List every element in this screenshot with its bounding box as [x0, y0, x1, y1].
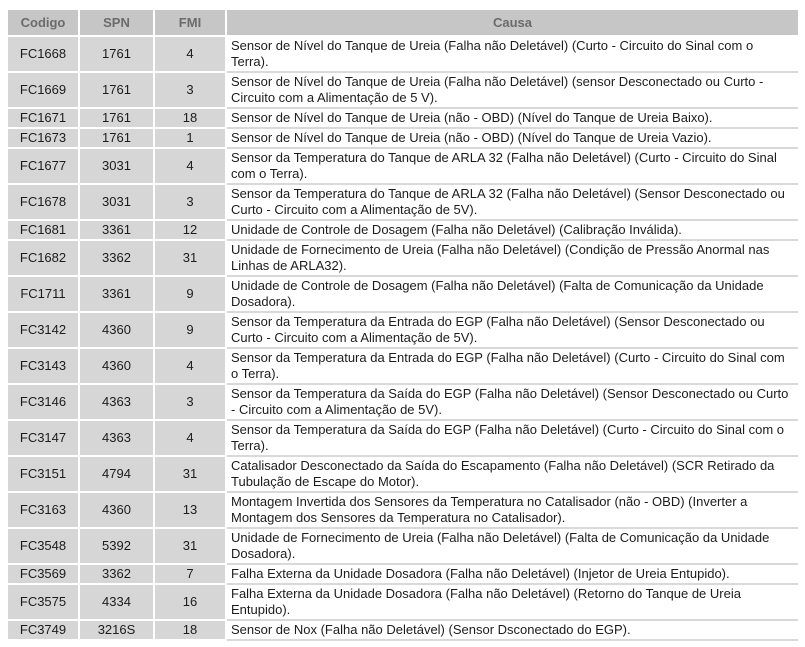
cell-codigo: FC1677	[8, 149, 80, 185]
cell-spn: 3216S	[80, 621, 155, 641]
cell-codigo: FC1681	[8, 221, 80, 241]
cell-spn: 3362	[80, 241, 155, 277]
cell-fmi: 4	[155, 37, 227, 73]
cell-spn: 1761	[80, 73, 155, 109]
cell-spn: 1761	[80, 109, 155, 129]
table-row	[8, 129, 798, 149]
cell-codigo: FC3146	[8, 385, 80, 421]
cell-causa: Unidade de Controle de Dosagem (Falha não Deletável) (Calibração Inválida).	[227, 221, 798, 241]
cell-causa: Sensor de Nox (Falha não Deletável) (Sensor Dsconectado do EGP).	[227, 621, 798, 641]
cell-fmi: 4	[155, 421, 227, 457]
cell-spn: 4363	[80, 421, 155, 457]
cell-causa: Catalisador Desconectado da Saída do Escapamento (Falha não Deletável) (SCR Retirado da Tubulação de Escape do Motor).	[227, 457, 798, 493]
header-codigo: Codigo	[8, 10, 80, 37]
cell-codigo: FC3575	[8, 585, 80, 621]
table-row	[8, 37, 798, 73]
cell-spn: 3361	[80, 221, 155, 241]
cell-codigo: FC1678	[8, 185, 80, 221]
cell-spn: 4360	[80, 313, 155, 349]
table-row	[8, 241, 798, 277]
cell-codigo: FC1711	[8, 277, 80, 313]
cell-spn: 3362	[80, 565, 155, 585]
cell-spn: 1761	[80, 129, 155, 149]
cell-causa: Sensor de Nível do Tanque de Ureia (Falha não Deletável) (Curto - Circuito do Sinal com o Terra).	[227, 37, 798, 73]
cell-fmi: 31	[155, 241, 227, 277]
cell-spn: 4360	[80, 349, 155, 385]
cell-fmi: 1	[155, 129, 227, 149]
cell-fmi: 18	[155, 621, 227, 641]
cell-codigo: FC1682	[8, 241, 80, 277]
cell-fmi: 18	[155, 109, 227, 129]
cell-codigo: FC3142	[8, 313, 80, 349]
cell-codigo: FC3163	[8, 493, 80, 529]
cell-codigo: FC3143	[8, 349, 80, 385]
table-row	[8, 349, 798, 385]
table-row	[8, 493, 798, 529]
table-row	[8, 385, 798, 421]
cell-spn: 3031	[80, 185, 155, 221]
cell-codigo: FC3749	[8, 621, 80, 641]
header-spn: SPN	[80, 10, 155, 37]
cell-fmi: 31	[155, 529, 227, 565]
table-row	[8, 221, 798, 241]
cell-spn: 4794	[80, 457, 155, 493]
cell-fmi: 13	[155, 493, 227, 529]
cell-codigo: FC1673	[8, 129, 80, 149]
cell-codigo: FC3569	[8, 565, 80, 585]
cell-causa: Unidade de Controle de Dosagem (Falha não Deletável) (Falta de Comunicação da Unidade Dosadora).	[227, 277, 798, 313]
cell-codigo: FC3151	[8, 457, 80, 493]
table-row	[8, 109, 798, 129]
cell-spn: 4334	[80, 585, 155, 621]
cell-causa: Unidade de Fornecimento de Ureia (Falha não Deletável) (Condição de Pressão Anormal nas Linhas de ARLA32).	[227, 241, 798, 277]
cell-causa: Sensor de Nível do Tanque de Ureia (não - OBD) (Nível do Tanque de Ureia Baixo).	[227, 109, 798, 129]
fault-code-table	[8, 10, 798, 641]
cell-codigo: FC3548	[8, 529, 80, 565]
cell-causa: Sensor de Nível do Tanque de Ureia (não - OBD) (Nível do Tanque de Ureia Vazio).	[227, 129, 798, 149]
table-row	[8, 185, 798, 221]
cell-causa: Unidade de Fornecimento de Ureia (Falha não Deletável) (Falta de Comunicação da Unidade Dosadora).	[227, 529, 798, 565]
cell-causa: Sensor da Temperatura do Tanque de ARLA 32 (Falha não Deletável) (Curto - Circuito do Sinal com o Terra).	[227, 149, 798, 185]
table-row	[8, 313, 798, 349]
cell-spn: 4363	[80, 385, 155, 421]
table-row	[8, 149, 798, 185]
cell-causa: Falha Externa da Unidade Dosadora (Falha não Deletável) (Injetor de Ureia Entupido).	[227, 565, 798, 585]
cell-causa: Sensor da Temperatura da Saída do EGP (Falha não Deletável) (Curto - Circuito do Sinal com o Terra).	[227, 421, 798, 457]
cell-fmi: 9	[155, 277, 227, 313]
table-row	[8, 277, 798, 313]
cell-spn: 3031	[80, 149, 155, 185]
cell-spn: 1761	[80, 37, 155, 73]
table-header	[8, 10, 798, 37]
cell-spn: 4360	[80, 493, 155, 529]
cell-fmi: 3	[155, 73, 227, 109]
cell-fmi: 3	[155, 185, 227, 221]
cell-fmi: 16	[155, 585, 227, 621]
cell-causa: Sensor de Nível do Tanque de Ureia (Falha não Deletável) (sensor Desconectado ou Curto - Circuito com a Alimentação de 5 V).	[227, 73, 798, 109]
header-row	[8, 10, 798, 37]
cell-fmi: 31	[155, 457, 227, 493]
table-row	[8, 621, 798, 641]
cell-codigo: FC1671	[8, 109, 80, 129]
cell-spn: 5392	[80, 529, 155, 565]
cell-fmi: 4	[155, 149, 227, 185]
cell-causa: Sensor da Temperatura do Tanque de ARLA 32 (Falha não Deletável) (Sensor Desconectado ou Curto - Circuito com a Alimentação de 5V).	[227, 185, 798, 221]
cell-codigo: FC3147	[8, 421, 80, 457]
cell-causa: Sensor da Temperatura da Entrada do EGP (Falha não Deletável) (Curto - Circuito do Sinal com o Terra).	[227, 349, 798, 385]
table-row	[8, 421, 798, 457]
cell-fmi: 9	[155, 313, 227, 349]
cell-causa: Montagem Invertida dos Sensores da Temperatura no Catalisador (não - OBD) (Inverter a Montagem dos Sensores da Temperatura no Catalisador).	[227, 493, 798, 529]
cell-fmi: 12	[155, 221, 227, 241]
cell-codigo: FC1668	[8, 37, 80, 73]
cell-causa: Sensor da Temperatura da Entrada do EGP (Falha não Deletável) (Sensor Desconectado ou Curto - Circuito com a Alimentação de 5V).	[227, 313, 798, 349]
table-row	[8, 529, 798, 565]
cell-causa: Falha Externa da Unidade Dosadora (Falha não Deletável) (Retorno do Tanque de Ureia Entupido).	[227, 585, 798, 621]
cell-fmi: 7	[155, 565, 227, 585]
cell-fmi: 4	[155, 349, 227, 385]
table-row	[8, 565, 798, 585]
table-row	[8, 457, 798, 493]
header-causa: Causa	[227, 10, 798, 37]
header-fmi: FMI	[155, 10, 227, 37]
cell-causa: Sensor da Temperatura da Saída do EGP (Falha não Deletável) (Sensor Desconectado ou Curto - Circuito com a Alimentação de 5V).	[227, 385, 798, 421]
cell-fmi: 3	[155, 385, 227, 421]
cell-spn: 3361	[80, 277, 155, 313]
table-row	[8, 73, 798, 109]
fault-table-body	[8, 37, 798, 641]
cell-codigo: FC1669	[8, 73, 80, 109]
